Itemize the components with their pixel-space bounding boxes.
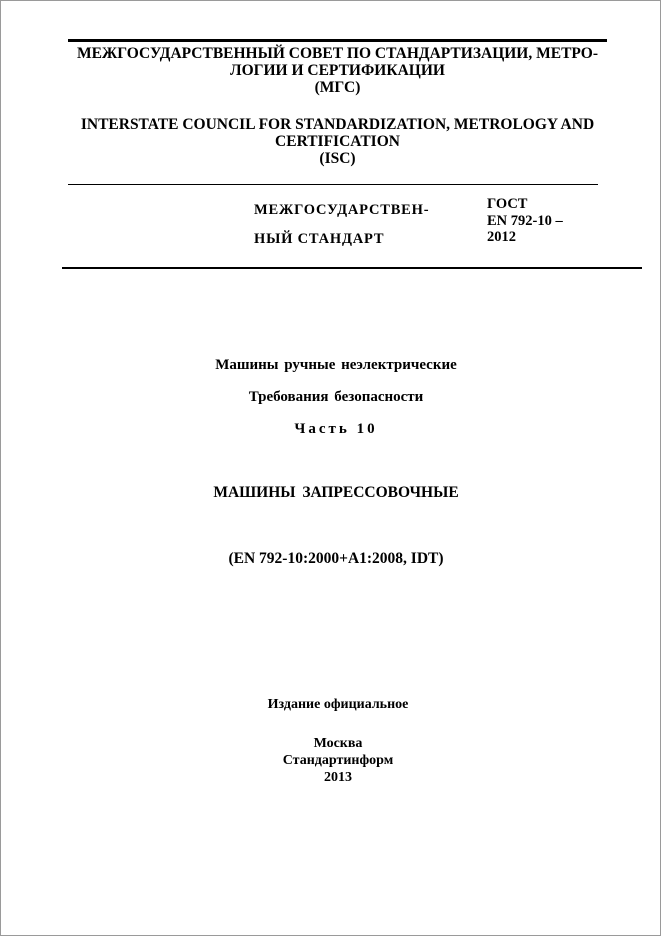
publication-city: Москва: [313, 736, 363, 751]
standard-type-line2: НЫЙ СТАНДАРТ: [254, 231, 385, 247]
council-ru-line2: ЛОГИИ И СЕРТИФИКАЦИИ: [230, 62, 445, 79]
publication-publisher: Стандартинформ: [282, 753, 394, 768]
standard-type: [254, 196, 429, 254]
council-en: [68, 116, 607, 167]
title-main: МАШИНЫ ЗАПРЕССОВОЧНЫЕ: [213, 484, 459, 501]
council-en-abbr: (ISC): [319, 150, 356, 167]
edition-label: Издание официальное: [267, 697, 409, 712]
title-line1: Машины ручные неэлектрические: [215, 357, 457, 373]
council-en-line1: INTERSTATE COUNCIL FOR STANDARDIZATION, METROLOGY AND: [80, 116, 595, 133]
gost-designation: [487, 196, 563, 246]
gost-label: ГОСТ: [487, 196, 528, 212]
council-ru-line1: МЕЖГОСУДАРСТВЕННЫЙ СОВЕТ ПО СТАНДАРТИЗАЦИИ, МЕТРО-: [76, 45, 599, 62]
council-ru-abbr: (МГС): [314, 79, 361, 96]
gost-number: EN 792-10 –: [487, 212, 563, 229]
top-rule: [68, 39, 607, 42]
title-part: Часть 10: [294, 421, 378, 437]
title-line2: Требования безопасности: [248, 389, 424, 405]
publication-year: 2013: [324, 770, 352, 785]
council-divider: [68, 184, 598, 185]
header-bottom-rule: [62, 267, 642, 269]
gost-year: 2012: [487, 229, 516, 245]
title-reference: (EN 792-10:2000+A1:2008, IDT): [228, 550, 444, 567]
standard-type-line1: МЕЖГОСУДАРСТВЕН-: [254, 202, 430, 218]
council-ru: [68, 45, 607, 96]
council-en-line2: CERTIFICATION: [275, 133, 400, 150]
